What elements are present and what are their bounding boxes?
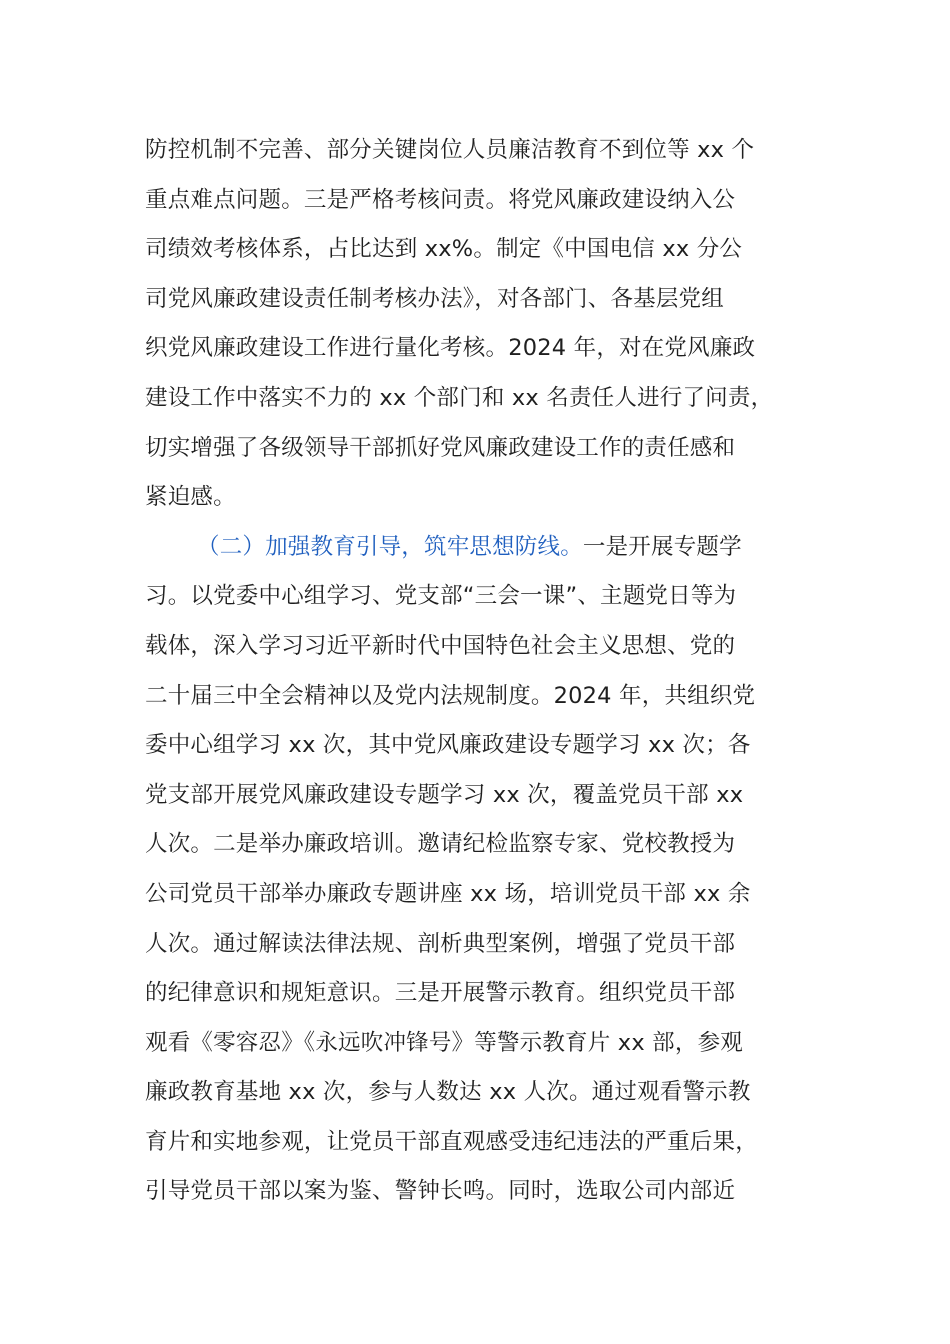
text-line: 司党风廉政建设责任制考核办法》，对各部门、各基层党组 — [145, 285, 724, 312]
text-line: 切实增强了各级领导干部抓好党风廉政建设工作的责任感和 — [145, 434, 736, 461]
text-line: 重点难点问题。三是严格考核问责。将党风廉政建设纳入公 — [145, 186, 736, 213]
text-line: 人次。二是举办廉政培训。邀请纪检监察专家、党校教授为 — [145, 831, 736, 858]
text-line: 廉政教育基地 xx 次，参与人数达 xx 人次。通过观看警示教 — [145, 1079, 751, 1106]
text-line: 司绩效考核体系，占比达到 xx%。制定《中国电信 xx 分公 — [145, 236, 743, 263]
text-line: 习。以党委中心组学习、党支部“三会一课”、主题党日等为 — [145, 583, 737, 610]
text-run: 一是开展专题学 — [582, 533, 742, 560]
text-line: 引导党员干部以案为鉴、警钟长鸣。同时，选取公司内部近 — [145, 1178, 736, 1205]
text-line: 观看《零容忍》《永远吹冲锋号》等警示教育片 xx 部，参观 — [145, 1029, 743, 1056]
text-line: 公司党员干部举办廉政专题讲座 xx 场，培训党员干部 xx 余 — [145, 880, 751, 907]
text-line: 防控机制不完善、部分关键岗位人员廉洁教育不到位等 xx 个 — [145, 137, 755, 163]
text-line: 二十届三中全会精神以及党内法规制度。2024 年，共组织党 — [145, 682, 756, 709]
text-line: 织党风廉政建设工作进行量化考核。2024 年，对在党风廉政 — [145, 335, 756, 362]
text-line: 紧迫感。 — [145, 484, 236, 511]
text-line: 建设工作中落实不力的 xx 个部门和 xx 名责任人进行了问责， — [145, 384, 774, 411]
paragraph-2-first-line — [145, 523, 825, 573]
text-line: 载体，深入学习习近平新时代中国特色社会主义思想、党的 — [145, 632, 736, 659]
body-text — [145, 126, 825, 1217]
text-line: 委中心组学习 xx 次，其中党风廉政建设专题学习 xx 次；各 — [145, 732, 751, 759]
section-heading: （二）加强教育引导，筑牢思想防线。 — [197, 533, 583, 560]
text-line: 的纪律意识和规矩意识。三是开展警示教育。组织党员干部 — [145, 980, 736, 1007]
text-line: 育片和实地参观，让党员干部直观感受违纪违法的严重后果， — [145, 1128, 758, 1155]
text-line: 党支部开展党风廉政建设专题学习 xx 次，覆盖党员干部 xx — [145, 781, 744, 808]
text-line: 人次。通过解读法律法规、剖析典型案例，增强了党员干部 — [145, 930, 736, 957]
